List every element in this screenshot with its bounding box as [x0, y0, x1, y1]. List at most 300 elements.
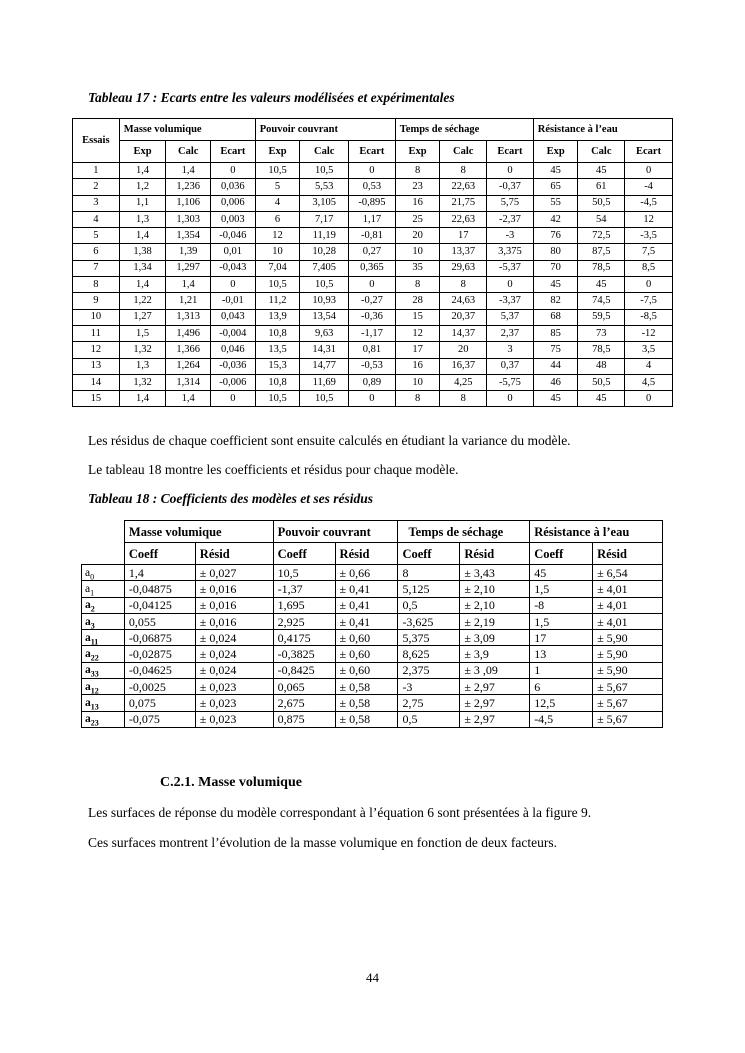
table-cell: 61 [578, 179, 625, 195]
table-cell: -4 [625, 179, 673, 195]
table-cell: 5,375 [398, 630, 460, 646]
table-cell: -0,036 [211, 358, 256, 374]
essai-number: 15 [73, 391, 120, 407]
table-cell: 17 [440, 228, 487, 244]
essai-number: 10 [73, 309, 120, 325]
coefficient-label [82, 630, 125, 646]
table-cell: 1,32 [119, 374, 166, 390]
table18-body [82, 565, 663, 728]
table-cell: 10 [395, 374, 440, 390]
table-cell: 4,25 [440, 374, 487, 390]
table-cell: 17 [530, 630, 593, 646]
subheader-calc: Calc [578, 141, 625, 163]
table18-caption: Tableau 18 : Coefficients des modèles et ses résidus [88, 491, 373, 506]
table-cell: 5 [255, 179, 300, 195]
table-cell: 1,17 [349, 211, 396, 227]
table-cell: 0 [487, 163, 534, 179]
table-cell: -0,895 [349, 195, 396, 211]
table-cell: ± 0,41 [335, 613, 398, 629]
table-cell: 8 [440, 163, 487, 179]
table-cell: 11,69 [300, 374, 349, 390]
table-cell: 70 [533, 260, 578, 276]
table-cell: -0,006 [211, 374, 256, 390]
table-cell: 59,5 [578, 309, 625, 325]
table-cell: -3 [398, 679, 460, 695]
table-cell: 3,5 [625, 342, 673, 358]
essai-number: 1 [73, 163, 120, 179]
table-cell: ± 0,41 [335, 581, 398, 597]
table-cell: ± 0,60 [335, 646, 398, 662]
table-cell: 10,8 [255, 374, 300, 390]
table-cell: 3 [487, 342, 534, 358]
table-cell: 20 [395, 228, 440, 244]
t18-group-pouvoir: Pouvoir couvrant [273, 521, 398, 543]
table-cell: 10,5 [273, 565, 335, 581]
table-cell: 0 [211, 391, 256, 407]
table-cell: 0 [211, 163, 256, 179]
table-cell: ± 0,023 [195, 711, 273, 727]
table-cell: ± 0,58 [335, 711, 398, 727]
table-cell: 7,04 [255, 260, 300, 276]
essai-number: 13 [73, 358, 120, 374]
coefficient-subscript: 23 [90, 718, 99, 728]
table-cell: 65 [533, 179, 578, 195]
table-row [73, 195, 673, 211]
paragraph-residus: Les résidus de chaque coefficient sont ensuite calculés en étudiant la variance du modèle. [88, 433, 571, 448]
subheader-ecart: Ecart [349, 141, 396, 163]
table-cell: ± 3,09 [460, 630, 530, 646]
coefficient-base: a [85, 615, 91, 628]
coefficient-label [82, 711, 125, 727]
essai-number: 5 [73, 228, 120, 244]
essai-number: 9 [73, 293, 120, 309]
coefficient-label [82, 581, 125, 597]
table-cell: ± 3,9 [460, 646, 530, 662]
table-cell: 0 [349, 391, 396, 407]
table-cell: 11,2 [255, 293, 300, 309]
table-cell: 14,31 [300, 342, 349, 358]
table-cell: -3 [487, 228, 534, 244]
table-cell: -5,37 [487, 260, 534, 276]
table-cell: ± 0,41 [335, 597, 398, 613]
table-cell: -2,37 [487, 211, 534, 227]
table-cell: 1,106 [166, 195, 211, 211]
coefficient-label [82, 679, 125, 695]
table-cell: 1,4 [166, 391, 211, 407]
table-cell: 0,036 [211, 179, 256, 195]
table-row [82, 597, 663, 613]
table-row [73, 244, 673, 260]
table-cell: 8 [440, 391, 487, 407]
table-cell: ± 3,43 [460, 565, 530, 581]
table-cell: ± 5,67 [593, 679, 663, 695]
table-cell: 73 [578, 325, 625, 341]
coefficient-subscript: 3 [90, 620, 95, 630]
table-cell: 8 [395, 391, 440, 407]
table-cell: 1,314 [166, 374, 211, 390]
table-cell: ± 0,024 [195, 662, 273, 678]
t18-group-masse: Masse volumique [124, 521, 273, 543]
table-cell: 1,3 [119, 358, 166, 374]
table-cell: 0,5 [398, 711, 460, 727]
table-cell: 1,38 [119, 244, 166, 260]
essai-number: 6 [73, 244, 120, 260]
table-cell: -0,36 [349, 309, 396, 325]
table-cell: 1,4 [166, 163, 211, 179]
table-cell: 4,5 [625, 374, 673, 390]
table-cell: ± 5,67 [593, 695, 663, 711]
coefficient-label [82, 662, 125, 678]
table-cell: 1,4 [166, 277, 211, 293]
table-cell: 1,3 [119, 211, 166, 227]
table-cell: 5,37 [487, 309, 534, 325]
table-cell: 85 [533, 325, 578, 341]
table-cell: 1,2 [119, 179, 166, 195]
coefficient-base: a [85, 566, 91, 579]
table-cell: 78,5 [578, 260, 625, 276]
table-cell: ± 2,97 [460, 695, 530, 711]
table-row [73, 179, 673, 195]
table-cell: 45 [578, 391, 625, 407]
table-cell: 55 [533, 195, 578, 211]
table-cell: 20 [440, 342, 487, 358]
table-cell: 10 [255, 244, 300, 260]
table-cell: 1,4 [119, 163, 166, 179]
t18-subheader-resid: Résid [335, 543, 398, 565]
coefficient-base: a [85, 599, 91, 612]
table-cell: -5,75 [487, 374, 534, 390]
table-row [82, 613, 663, 629]
table-cell: -0,04625 [124, 662, 195, 678]
table-cell: -7,5 [625, 293, 673, 309]
table-cell: 50,5 [578, 195, 625, 211]
essai-number: 2 [73, 179, 120, 195]
subheader-calc: Calc [300, 141, 349, 163]
table-row [73, 228, 673, 244]
table-cell: 4 [625, 358, 673, 374]
table-cell: 22,63 [440, 211, 487, 227]
table-cell: 16 [395, 195, 440, 211]
subheader-ecart: Ecart [211, 141, 256, 163]
table-cell: 1,21 [166, 293, 211, 309]
table-cell: 0 [211, 277, 256, 293]
coefficient-base: a [85, 697, 91, 710]
table-cell: ± 5,90 [593, 646, 663, 662]
table-cell: ± 5,90 [593, 630, 663, 646]
table-cell: 21,75 [440, 195, 487, 211]
t18-subheader-coeff: Coeff [398, 543, 460, 565]
table-cell: 0,003 [211, 211, 256, 227]
table-cell: 12 [255, 228, 300, 244]
table-cell: 1 [530, 662, 593, 678]
table-cell: 13 [530, 646, 593, 662]
table-cell: -0,53 [349, 358, 396, 374]
table-row [73, 260, 673, 276]
table-cell: 54 [578, 211, 625, 227]
coefficient-base: a [85, 631, 91, 644]
table-cell: 28 [395, 293, 440, 309]
table-cell: ± 2,97 [460, 711, 530, 727]
table-cell: 3,375 [487, 244, 534, 260]
table-cell: -8,5 [625, 309, 673, 325]
table-cell: -0,06875 [124, 630, 195, 646]
table-cell: ± 0,027 [195, 565, 273, 581]
table-cell: 50,5 [578, 374, 625, 390]
table-cell: 7,405 [300, 260, 349, 276]
table-cell: ± 6,54 [593, 565, 663, 581]
table-cell: 0,5 [398, 597, 460, 613]
table-cell: 82 [533, 293, 578, 309]
table-cell: 24,63 [440, 293, 487, 309]
table-cell: 0,055 [124, 613, 195, 629]
table-cell: 8 [440, 277, 487, 293]
table-cell: -0,02875 [124, 646, 195, 662]
group-header-temps: Temps de séchage [395, 119, 533, 141]
table-cell: 68 [533, 309, 578, 325]
essai-number: 12 [73, 342, 120, 358]
table-cell: 0,075 [124, 695, 195, 711]
coefficient-subscript: 12 [90, 686, 99, 696]
table-cell: 10,5 [300, 391, 349, 407]
table-cell: ± 0,024 [195, 630, 273, 646]
table-cell: 1,34 [119, 260, 166, 276]
table-cell: 87,5 [578, 244, 625, 260]
table-cell: 1,4 [119, 277, 166, 293]
table-cell: 10 [395, 244, 440, 260]
table-cell: 0,4175 [273, 630, 335, 646]
t18-subheader-resid: Résid [460, 543, 530, 565]
table-cell: -0,37 [487, 179, 534, 195]
table-cell: 1,32 [119, 342, 166, 358]
table-cell: ± 0,66 [335, 565, 398, 581]
table-cell: 45 [533, 163, 578, 179]
table-cell: 1,303 [166, 211, 211, 227]
coefficient-subscript: 33 [90, 669, 99, 679]
table-cell: -1,17 [349, 325, 396, 341]
table-cell: 7,5 [625, 244, 673, 260]
table-cell: 1,695 [273, 597, 335, 613]
t18-subheader-resid: Résid [593, 543, 663, 565]
table-cell: 0,27 [349, 244, 396, 260]
table-cell: 45 [533, 391, 578, 407]
table-cell: 10,5 [255, 163, 300, 179]
coefficient-base: a [85, 713, 91, 726]
table-cell: -3,5 [625, 228, 673, 244]
table-cell: ± 0,60 [335, 630, 398, 646]
table-cell: 0 [625, 391, 673, 407]
essai-number: 8 [73, 277, 120, 293]
coefficient-base: a [85, 582, 91, 595]
table-cell: 5,53 [300, 179, 349, 195]
table-cell: 1,5 [530, 613, 593, 629]
table-cell: 10,28 [300, 244, 349, 260]
table-cell: 1,5 [119, 325, 166, 341]
table-row [73, 309, 673, 325]
table-cell: 0 [625, 163, 673, 179]
table-cell: 23 [395, 179, 440, 195]
table-cell: ± 2,97 [460, 679, 530, 695]
table-cell: 10,5 [255, 277, 300, 293]
table-cell: ± 0,024 [195, 646, 273, 662]
coefficient-label [82, 613, 125, 629]
table-cell: 2,75 [398, 695, 460, 711]
table-cell: 6 [255, 211, 300, 227]
group-header-resistance: Résistance à l’eau [533, 119, 672, 141]
table-cell: -3,37 [487, 293, 534, 309]
corner-empty [82, 543, 125, 565]
table-cell: -8 [530, 597, 593, 613]
t18-subheader-resid: Résid [195, 543, 273, 565]
table-cell: 1,22 [119, 293, 166, 309]
table-cell: -3,625 [398, 613, 460, 629]
essai-number: 14 [73, 374, 120, 390]
table-cell: 3,105 [300, 195, 349, 211]
table-cell: 9,63 [300, 325, 349, 341]
table-row [73, 325, 673, 341]
table-cell: -12 [625, 325, 673, 341]
table-cell: ± 5,90 [593, 662, 663, 678]
table-row [82, 581, 663, 597]
essai-number: 7 [73, 260, 120, 276]
table-cell: 1,236 [166, 179, 211, 195]
coefficient-base: a [85, 680, 91, 693]
coefficient-subscript: 1 [90, 588, 95, 598]
table-cell: 42 [533, 211, 578, 227]
coefficient-base: a [85, 664, 91, 677]
table-cell: 48 [578, 358, 625, 374]
table-cell: -1,37 [273, 581, 335, 597]
table-cell: ± 4,01 [593, 581, 663, 597]
table-cell: ± 4,01 [593, 597, 663, 613]
table-cell: 1,39 [166, 244, 211, 260]
table-cell: 74,5 [578, 293, 625, 309]
table-cell: 14,37 [440, 325, 487, 341]
table-cell: 45 [578, 163, 625, 179]
table-cell: -0,075 [124, 711, 195, 727]
table-cell: ± 0,016 [195, 581, 273, 597]
table-cell: 5,75 [487, 195, 534, 211]
table-cell: ± 0,023 [195, 695, 273, 711]
table-cell: ± 0,60 [335, 662, 398, 678]
table-cell: 12 [395, 325, 440, 341]
paragraph-evolution: Ces surfaces montrent l’évolution de la masse volumique en fonction de deux facteurs. [88, 835, 557, 850]
essais-header: Essais [73, 119, 120, 163]
table-row [73, 163, 673, 179]
table-cell: 1,4 [119, 391, 166, 407]
table-cell: ± 5,67 [593, 711, 663, 727]
page-number: 44 [366, 970, 379, 985]
table-row [73, 293, 673, 309]
table-cell: 1,366 [166, 342, 211, 358]
table-cell: 0,365 [349, 260, 396, 276]
t18-group-resistance: Résistance à l’eau [530, 521, 663, 543]
table-row [82, 565, 663, 581]
coefficient-subscript: 0 [90, 571, 95, 581]
coefficient-subscript: 11 [90, 637, 99, 647]
table-cell: 10,5 [300, 277, 349, 293]
table-cell: 25 [395, 211, 440, 227]
table-row [82, 630, 663, 646]
table-cell: 2,375 [398, 662, 460, 678]
table-cell: ± 4,01 [593, 613, 663, 629]
table-cell: -0,0025 [124, 679, 195, 695]
table-cell: ± 2,10 [460, 597, 530, 613]
corner-empty [82, 521, 125, 543]
table-cell: 1,354 [166, 228, 211, 244]
table-row [82, 662, 663, 678]
table-cell: 8,5 [625, 260, 673, 276]
table-cell: 0 [625, 277, 673, 293]
table-cell: 1,264 [166, 358, 211, 374]
table-cell: 0,046 [211, 342, 256, 358]
table-cell: 5,125 [398, 581, 460, 597]
table-row [73, 342, 673, 358]
table-cell: -0,01 [211, 293, 256, 309]
table-cell: 13,37 [440, 244, 487, 260]
t18-subheader-coeff: Coeff [530, 543, 593, 565]
table-cell: 12 [625, 211, 673, 227]
table-cell: 16,37 [440, 358, 487, 374]
table-cell: 0 [487, 277, 534, 293]
table-row [73, 374, 673, 390]
table-cell: 2,925 [273, 613, 335, 629]
table-cell: 0 [349, 277, 396, 293]
table-cell: 4 [255, 195, 300, 211]
table-cell: 0,043 [211, 309, 256, 325]
t18-subheader-coeff: Coeff [273, 543, 335, 565]
table-cell: 46 [533, 374, 578, 390]
table-cell: -0,004 [211, 325, 256, 341]
table-cell: 12,5 [530, 695, 593, 711]
subheader-exp: Exp [395, 141, 440, 163]
coefficient-base: a [85, 648, 91, 661]
table-cell: -0,8425 [273, 662, 335, 678]
table-cell: 75 [533, 342, 578, 358]
table-cell: 76 [533, 228, 578, 244]
table-cell: 0 [487, 391, 534, 407]
table-cell: 11,19 [300, 228, 349, 244]
table-cell: 10,5 [300, 163, 349, 179]
table-cell: ± 0,023 [195, 679, 273, 695]
table-cell: 0,53 [349, 179, 396, 195]
table-row [73, 358, 673, 374]
table-row [73, 277, 673, 293]
coefficient-subscript: 2 [90, 604, 95, 614]
table-cell: -0,046 [211, 228, 256, 244]
table-cell: ± 2,10 [460, 581, 530, 597]
table-cell: -0,3825 [273, 646, 335, 662]
table-cell: 13,5 [255, 342, 300, 358]
table-cell: -4,5 [530, 711, 593, 727]
essai-number: 4 [73, 211, 120, 227]
subheader-ecart: Ecart [625, 141, 673, 163]
table-cell: 1,1 [119, 195, 166, 211]
table-cell: 80 [533, 244, 578, 260]
subheader-exp: Exp [533, 141, 578, 163]
table-cell: 10,93 [300, 293, 349, 309]
table17-body [73, 163, 673, 407]
table-cell: ± 0,016 [195, 597, 273, 613]
table-row [82, 711, 663, 727]
table-cell: -0,043 [211, 260, 256, 276]
table-cell: ± 2,19 [460, 613, 530, 629]
group-header-pouvoir: Pouvoir couvrant [255, 119, 395, 141]
table-row [73, 391, 673, 407]
coefficient-label [82, 597, 125, 613]
subheader-calc: Calc [166, 141, 211, 163]
table-cell: 15,3 [255, 358, 300, 374]
table-cell: 8 [395, 277, 440, 293]
